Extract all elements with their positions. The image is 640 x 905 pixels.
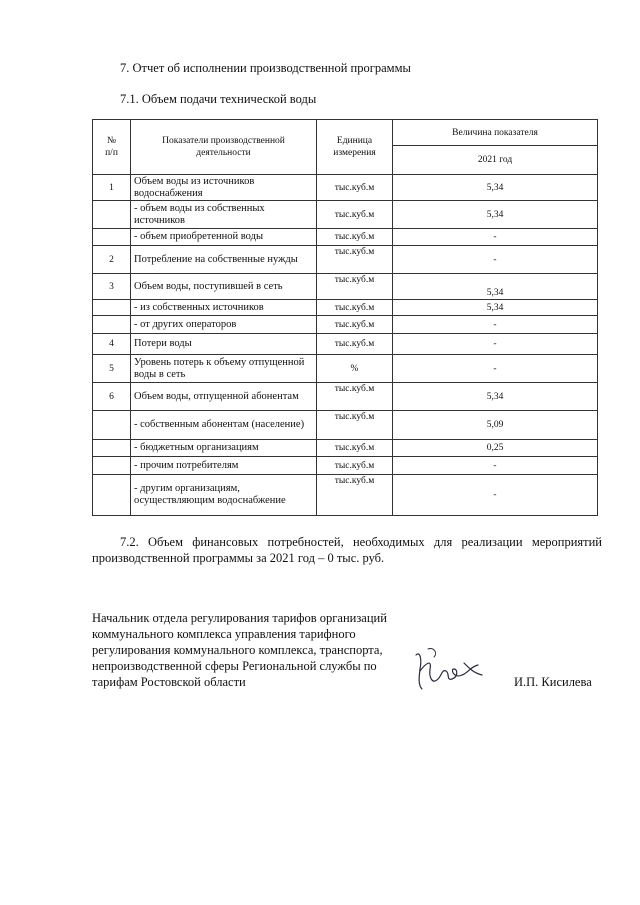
water-supply-table xyxy=(92,119,598,516)
row-indicator: - прочим потребителям xyxy=(131,457,317,475)
row-unit: тыс.куб.м xyxy=(317,411,393,440)
table-row xyxy=(93,274,598,300)
table-row xyxy=(93,440,598,457)
row-num xyxy=(93,201,131,229)
table-row xyxy=(93,383,598,411)
table-row xyxy=(93,201,598,229)
row-num: 4 xyxy=(93,334,131,355)
row-indicator: - собственным абонентам (население) xyxy=(131,411,317,440)
row-indicator: - от других операторов xyxy=(131,316,317,334)
row-num: 1 xyxy=(93,175,131,201)
row-unit: % xyxy=(317,355,393,383)
signatory-title xyxy=(92,610,412,690)
signatory-title-line: коммунального комплекса управления тарифного xyxy=(92,627,356,641)
row-value: - xyxy=(393,355,598,383)
header-unit-line2: измерения xyxy=(333,148,376,158)
header-num-line2: п/п xyxy=(105,148,118,158)
header-num-line1: № xyxy=(106,136,117,146)
table-row xyxy=(93,475,598,516)
row-num xyxy=(93,440,131,457)
table-row xyxy=(93,300,598,316)
row-indicator: Потребление на собственные нужды xyxy=(131,246,317,274)
row-value: 5,34 xyxy=(393,274,598,300)
financial-needs-paragraph: 7.2. Объем финансовых потребностей, необходимых для реализации мероприятий производственной программы за 2021 год – 0 тыс. руб. xyxy=(92,535,602,565)
header-indicator-line2: деятельности xyxy=(196,148,251,158)
row-value: - xyxy=(393,246,598,274)
section-title: 7. Отчет об исполнении производственной программы xyxy=(120,61,411,75)
signatory-title-line: тарифам Ростовской области xyxy=(92,675,246,689)
row-unit: тыс.куб.м xyxy=(317,175,393,201)
header-indicator-line1: Показатели производственной xyxy=(162,136,285,146)
row-indicator: - бюджетным организациям xyxy=(131,440,317,457)
signatory-title-line: Начальник отдела регулирования тарифов организаций xyxy=(92,611,387,625)
table-row xyxy=(93,246,598,274)
handwritten-signature xyxy=(408,645,486,697)
row-indicator: Объем воды, отпущенной абонентам xyxy=(131,383,317,411)
row-indicator: - из собственных источников xyxy=(131,300,317,316)
signatory-title-line: регулирования коммунального комплекса, транспорта, xyxy=(92,643,383,657)
row-indicator: Объем воды, поступившей в сеть xyxy=(131,274,317,300)
table-row xyxy=(93,334,598,355)
table-row xyxy=(93,355,598,383)
row-num: 3 xyxy=(93,274,131,300)
row-num xyxy=(93,300,131,316)
row-num xyxy=(93,457,131,475)
table-row xyxy=(93,175,598,201)
row-indicator: Объем воды из источников водоснабжения xyxy=(131,175,317,201)
row-indicator: Уровень потерь к объему отпущенной воды в сеть xyxy=(131,355,317,383)
row-unit: тыс.куб.м xyxy=(317,457,393,475)
row-num: 2 xyxy=(93,246,131,274)
row-unit: тыс.куб.м xyxy=(317,229,393,246)
row-num xyxy=(93,475,131,516)
row-unit: тыс.куб.м xyxy=(317,440,393,457)
row-num xyxy=(93,316,131,334)
row-value: - xyxy=(393,475,598,516)
row-unit: тыс.куб.м xyxy=(317,383,393,411)
row-value: - xyxy=(393,316,598,334)
row-value: 5,34 xyxy=(393,201,598,229)
table-row xyxy=(93,316,598,334)
row-value: - xyxy=(393,229,598,246)
row-value: - xyxy=(393,334,598,355)
row-num: 5 xyxy=(93,355,131,383)
table-row xyxy=(93,229,598,246)
row-indicator: Потери воды xyxy=(131,334,317,355)
row-unit: тыс.куб.м xyxy=(317,334,393,355)
signatory-title-line: непроизводственной сферы Региональной службы по xyxy=(92,659,377,673)
row-value: - xyxy=(393,457,598,475)
row-unit: тыс.куб.м xyxy=(317,246,393,274)
row-num xyxy=(93,229,131,246)
header-num xyxy=(93,120,131,175)
row-indicator: - объем приобретенной воды xyxy=(131,229,317,246)
header-unit-line1: Единица xyxy=(336,136,373,146)
header-indicator xyxy=(131,120,317,175)
row-unit: тыс.куб.м xyxy=(317,300,393,316)
row-value: 5,09 xyxy=(393,411,598,440)
row-value: 0,25 xyxy=(393,440,598,457)
row-unit: тыс.куб.м xyxy=(317,274,393,300)
header-year: 2021 год xyxy=(393,146,598,175)
row-indicator: - объем воды из собственных источников xyxy=(131,201,317,229)
row-value: 5,34 xyxy=(393,383,598,411)
table-row xyxy=(93,457,598,475)
row-unit: тыс.куб.м xyxy=(317,475,393,516)
header-value-group: Величина показателя xyxy=(393,120,598,146)
row-num: 6 xyxy=(93,383,131,411)
subsection-title: 7.1. Объем подачи технической воды xyxy=(120,92,317,106)
row-value: 5,34 xyxy=(393,175,598,201)
header-unit xyxy=(317,120,393,175)
row-value: 5,34 xyxy=(393,300,598,316)
table-row xyxy=(93,411,598,440)
row-indicator: - другим организациям, осуществляющим водоснабжение xyxy=(131,475,317,516)
row-unit: тыс.куб.м xyxy=(317,201,393,229)
row-num xyxy=(93,411,131,440)
row-unit: тыс.куб.м xyxy=(317,316,393,334)
signatory-name: И.П. Кисилева xyxy=(514,675,592,689)
